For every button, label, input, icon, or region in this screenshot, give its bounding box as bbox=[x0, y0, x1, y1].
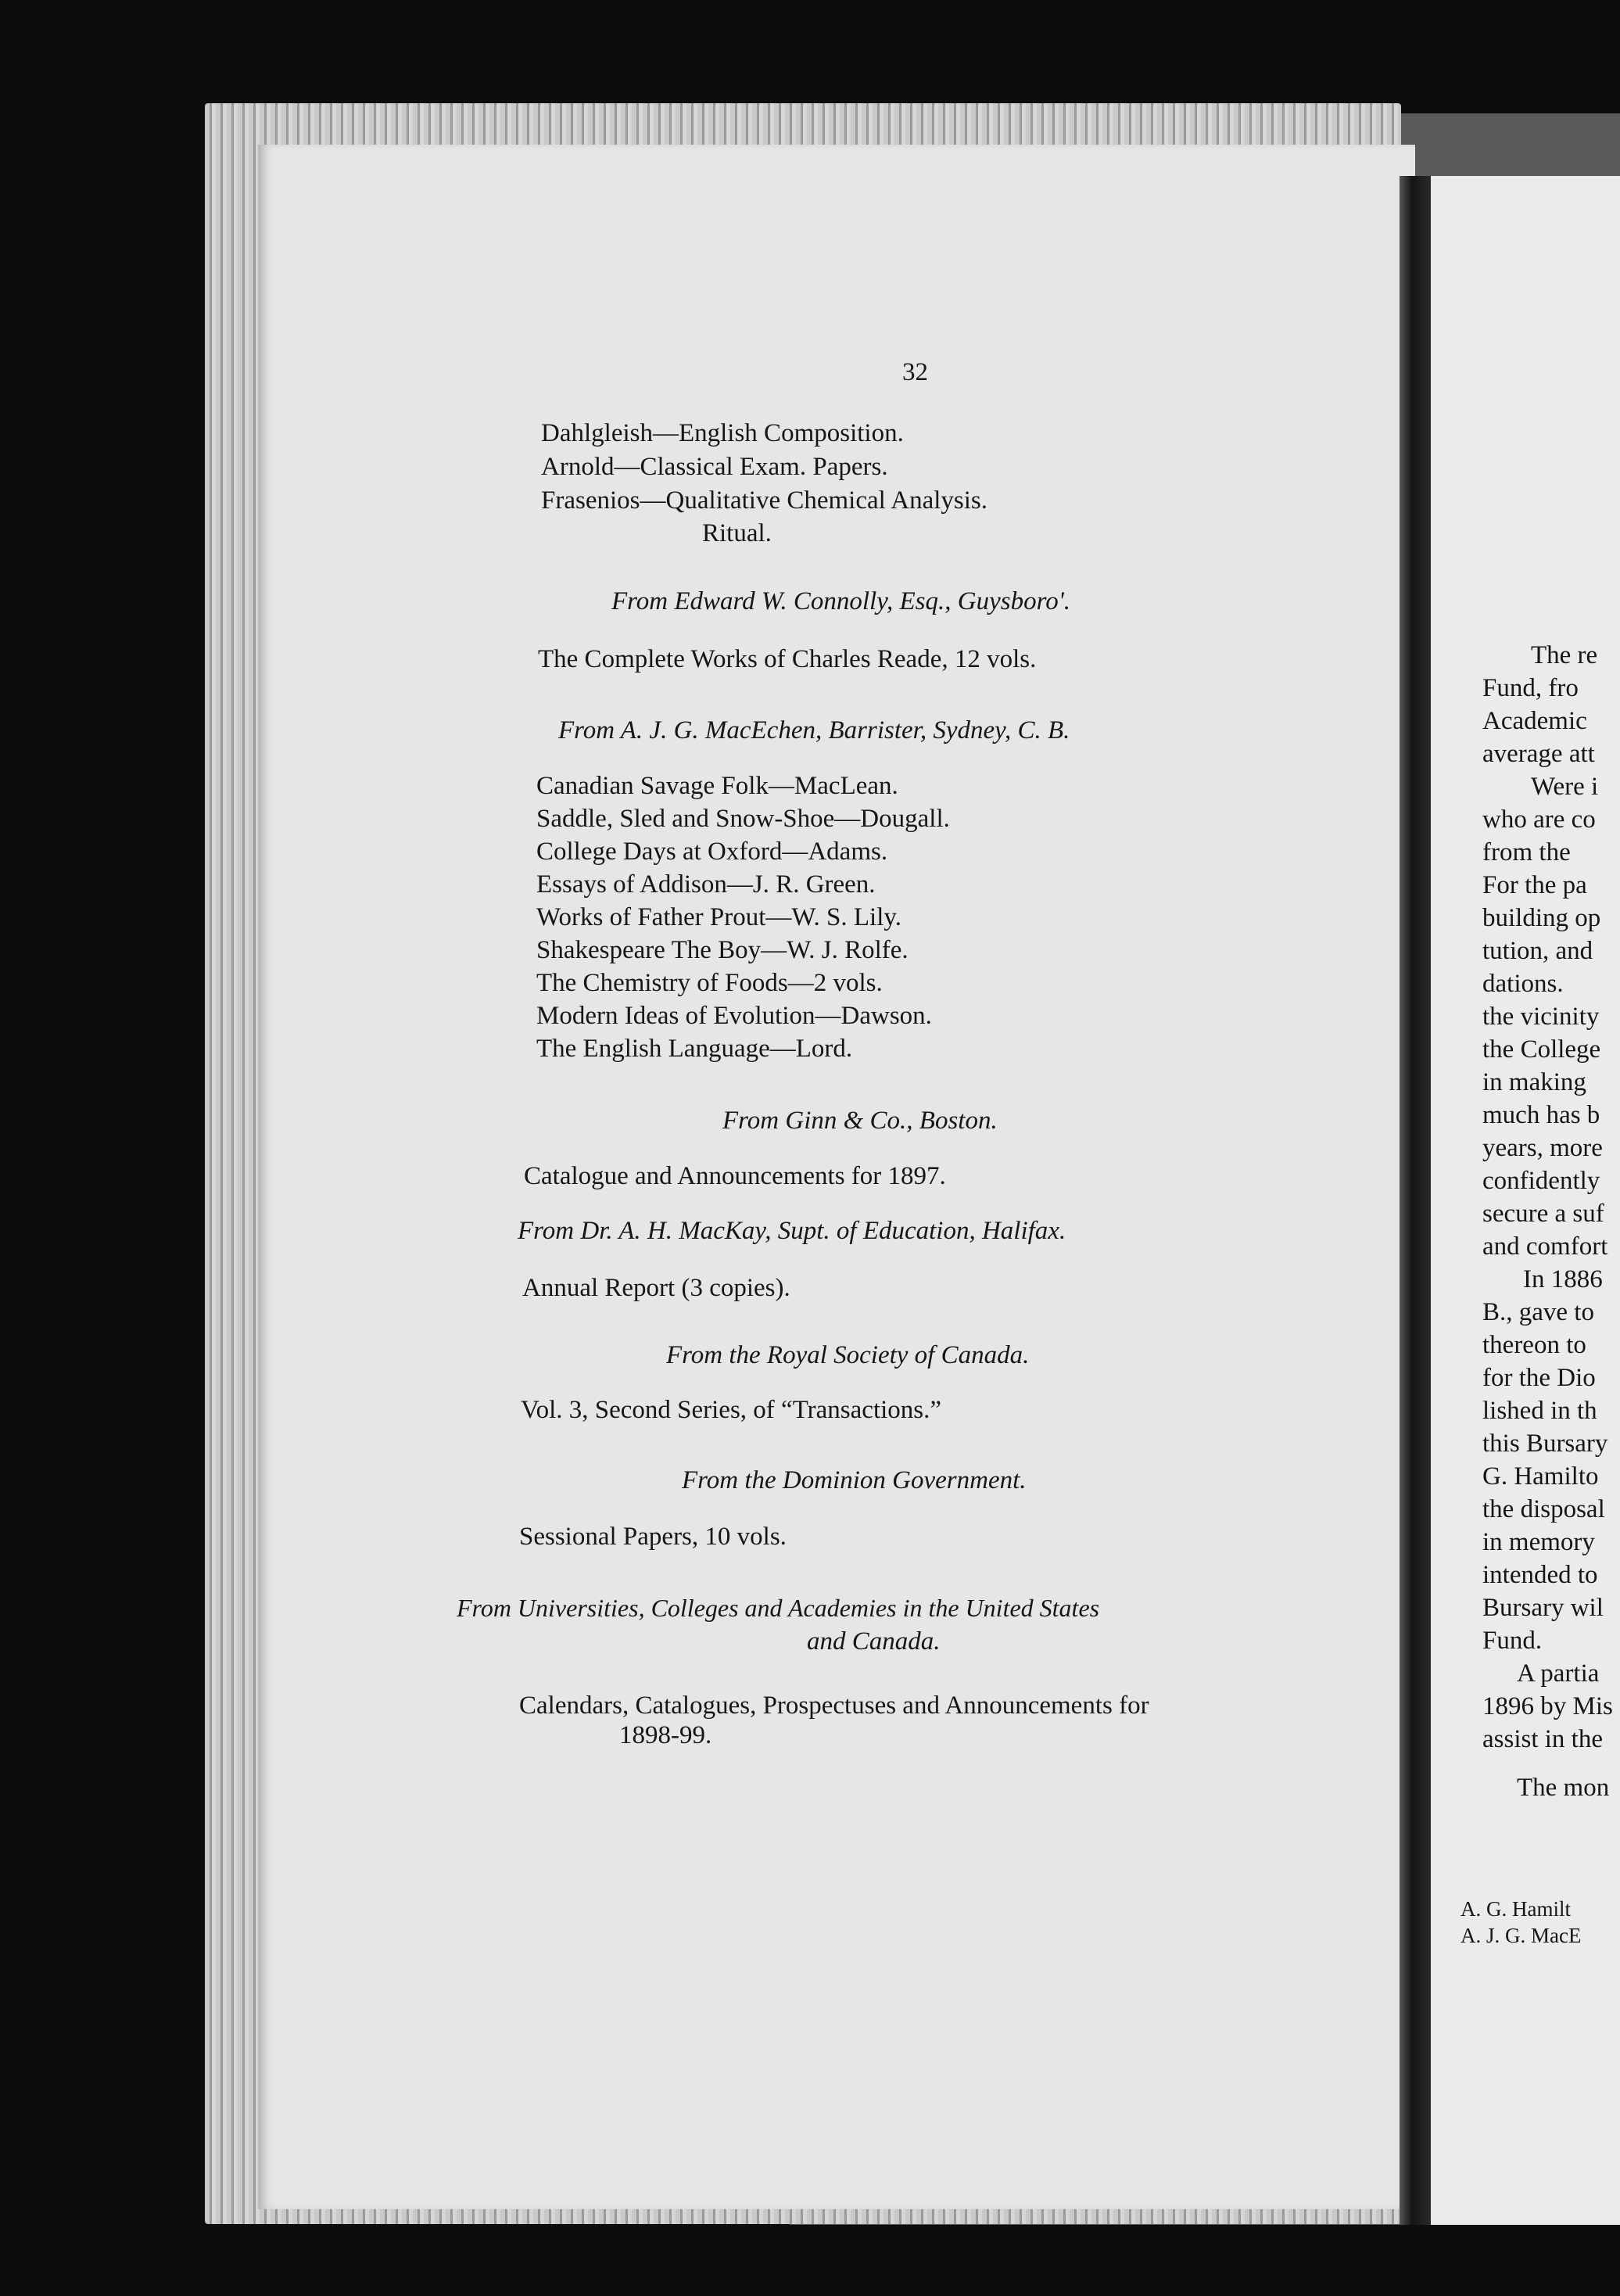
book-entry: Works of Father Prout—W. S. Lily. bbox=[536, 903, 901, 931]
text-line: for the Dio bbox=[1482, 1364, 1596, 1392]
name-entry: A. J. G. MacE bbox=[1461, 1924, 1582, 1947]
text-line: years, more bbox=[1482, 1134, 1603, 1162]
name-entry: A. G. Hamilt bbox=[1461, 1897, 1571, 1921]
book-entry: Frasenios—Qualitative Chemical Analysis. bbox=[541, 486, 987, 515]
text-line: G. Hamilto bbox=[1482, 1462, 1599, 1491]
donor-heading: From A. J. G. MacEchen, Barrister, Sydney, C. B. bbox=[558, 716, 1070, 744]
donor-heading: From the Royal Society of Canada. bbox=[666, 1341, 1030, 1369]
text-line: confidently bbox=[1482, 1167, 1600, 1195]
donor-heading: From the Dominion Government. bbox=[682, 1466, 1027, 1494]
text-line: secure a suf bbox=[1482, 1200, 1604, 1228]
text-line: the disposal bbox=[1482, 1495, 1605, 1523]
donor-heading: and Canada. bbox=[807, 1627, 941, 1656]
text-line: B., gave to bbox=[1482, 1298, 1594, 1326]
donation-item: 1898-99. bbox=[619, 1721, 712, 1749]
book-entry: Canadian Savage Folk—MacLean. bbox=[536, 772, 898, 800]
text-line: Bursary wil bbox=[1482, 1594, 1604, 1622]
text-line: Academic bbox=[1482, 707, 1587, 735]
book-entry: Ritual. bbox=[702, 519, 772, 547]
text-line: thereon to bbox=[1482, 1331, 1586, 1359]
donation-item: Sessional Papers, 10 vols. bbox=[519, 1523, 787, 1551]
book-entry: The English Language—Lord. bbox=[536, 1035, 853, 1063]
book-entry: The Chemistry of Foods—2 vols. bbox=[536, 969, 883, 997]
text-line: intended to bbox=[1482, 1561, 1598, 1589]
donor-heading: From Universities, Colleges and Academies in the United States bbox=[457, 1594, 1100, 1622]
text-line: tution, and bbox=[1482, 937, 1593, 965]
donation-item: Calendars, Catalogues, Prospectuses and Announcements for bbox=[519, 1692, 1149, 1720]
book-entry: Essays of Addison—J. R. Green. bbox=[536, 870, 876, 899]
text-line: Fund, fro bbox=[1482, 674, 1579, 702]
text-line: lished in th bbox=[1482, 1397, 1597, 1425]
text-line: For the pa bbox=[1482, 871, 1587, 899]
text-line: and comfort bbox=[1482, 1232, 1608, 1261]
donor-heading: From Ginn & Co., Boston. bbox=[722, 1107, 998, 1135]
donation-item: The Complete Works of Charles Reade, 12 vols. bbox=[538, 645, 1037, 673]
left-page bbox=[258, 145, 1415, 2209]
book-entry: Saddle, Sled and Snow-Shoe—Dougall. bbox=[536, 805, 950, 833]
text-line: average att bbox=[1482, 740, 1595, 768]
book-gutter bbox=[1400, 176, 1431, 2225]
text-line: who are co bbox=[1482, 805, 1596, 834]
donor-heading: From Dr. A. H. MacKay, Supt. of Education, Halifax. bbox=[518, 1217, 1066, 1245]
text-line: Were i bbox=[1531, 773, 1599, 801]
text-line: the College bbox=[1482, 1035, 1601, 1064]
donation-item: Catalogue and Announcements for 1897. bbox=[524, 1162, 946, 1190]
donor-heading: From Edward W. Connolly, Esq., Guysboro'. bbox=[611, 587, 1071, 615]
book-entry: Modern Ideas of Evolution—Dawson. bbox=[536, 1002, 932, 1030]
text-line: in making bbox=[1482, 1068, 1586, 1096]
text-line: in memory bbox=[1482, 1528, 1595, 1556]
text-line: dations. bbox=[1482, 970, 1564, 998]
book-entry: College Days at Oxford—Adams. bbox=[536, 838, 888, 866]
book-entry: Arnold—Classical Exam. Papers. bbox=[541, 453, 888, 481]
text-line: from the bbox=[1482, 838, 1571, 866]
donation-item: Annual Report (3 copies). bbox=[522, 1274, 790, 1302]
text-line: The mon bbox=[1517, 1774, 1610, 1802]
text-line: In 1886 bbox=[1523, 1265, 1603, 1293]
text-line: the vicinity bbox=[1482, 1003, 1600, 1031]
book-entry: Dahlgleish—English Composition. bbox=[541, 419, 904, 447]
text-line: building op bbox=[1482, 904, 1601, 932]
text-line: this Bursary bbox=[1482, 1430, 1608, 1458]
text-line: Fund. bbox=[1482, 1627, 1543, 1655]
donation-item: Vol. 3, Second Series, of “Transactions.” bbox=[521, 1396, 942, 1424]
text-line: much has b bbox=[1482, 1101, 1600, 1129]
right-page bbox=[1431, 176, 1620, 2225]
book-entry: Shakespeare The Boy—W. J. Rolfe. bbox=[536, 936, 909, 964]
text-line: assist in the bbox=[1482, 1725, 1603, 1753]
text-line: 1896 by Mis bbox=[1482, 1692, 1613, 1720]
page-number: 32 bbox=[902, 358, 928, 386]
text-line: A partia bbox=[1517, 1659, 1600, 1688]
text-line: The re bbox=[1531, 641, 1598, 669]
